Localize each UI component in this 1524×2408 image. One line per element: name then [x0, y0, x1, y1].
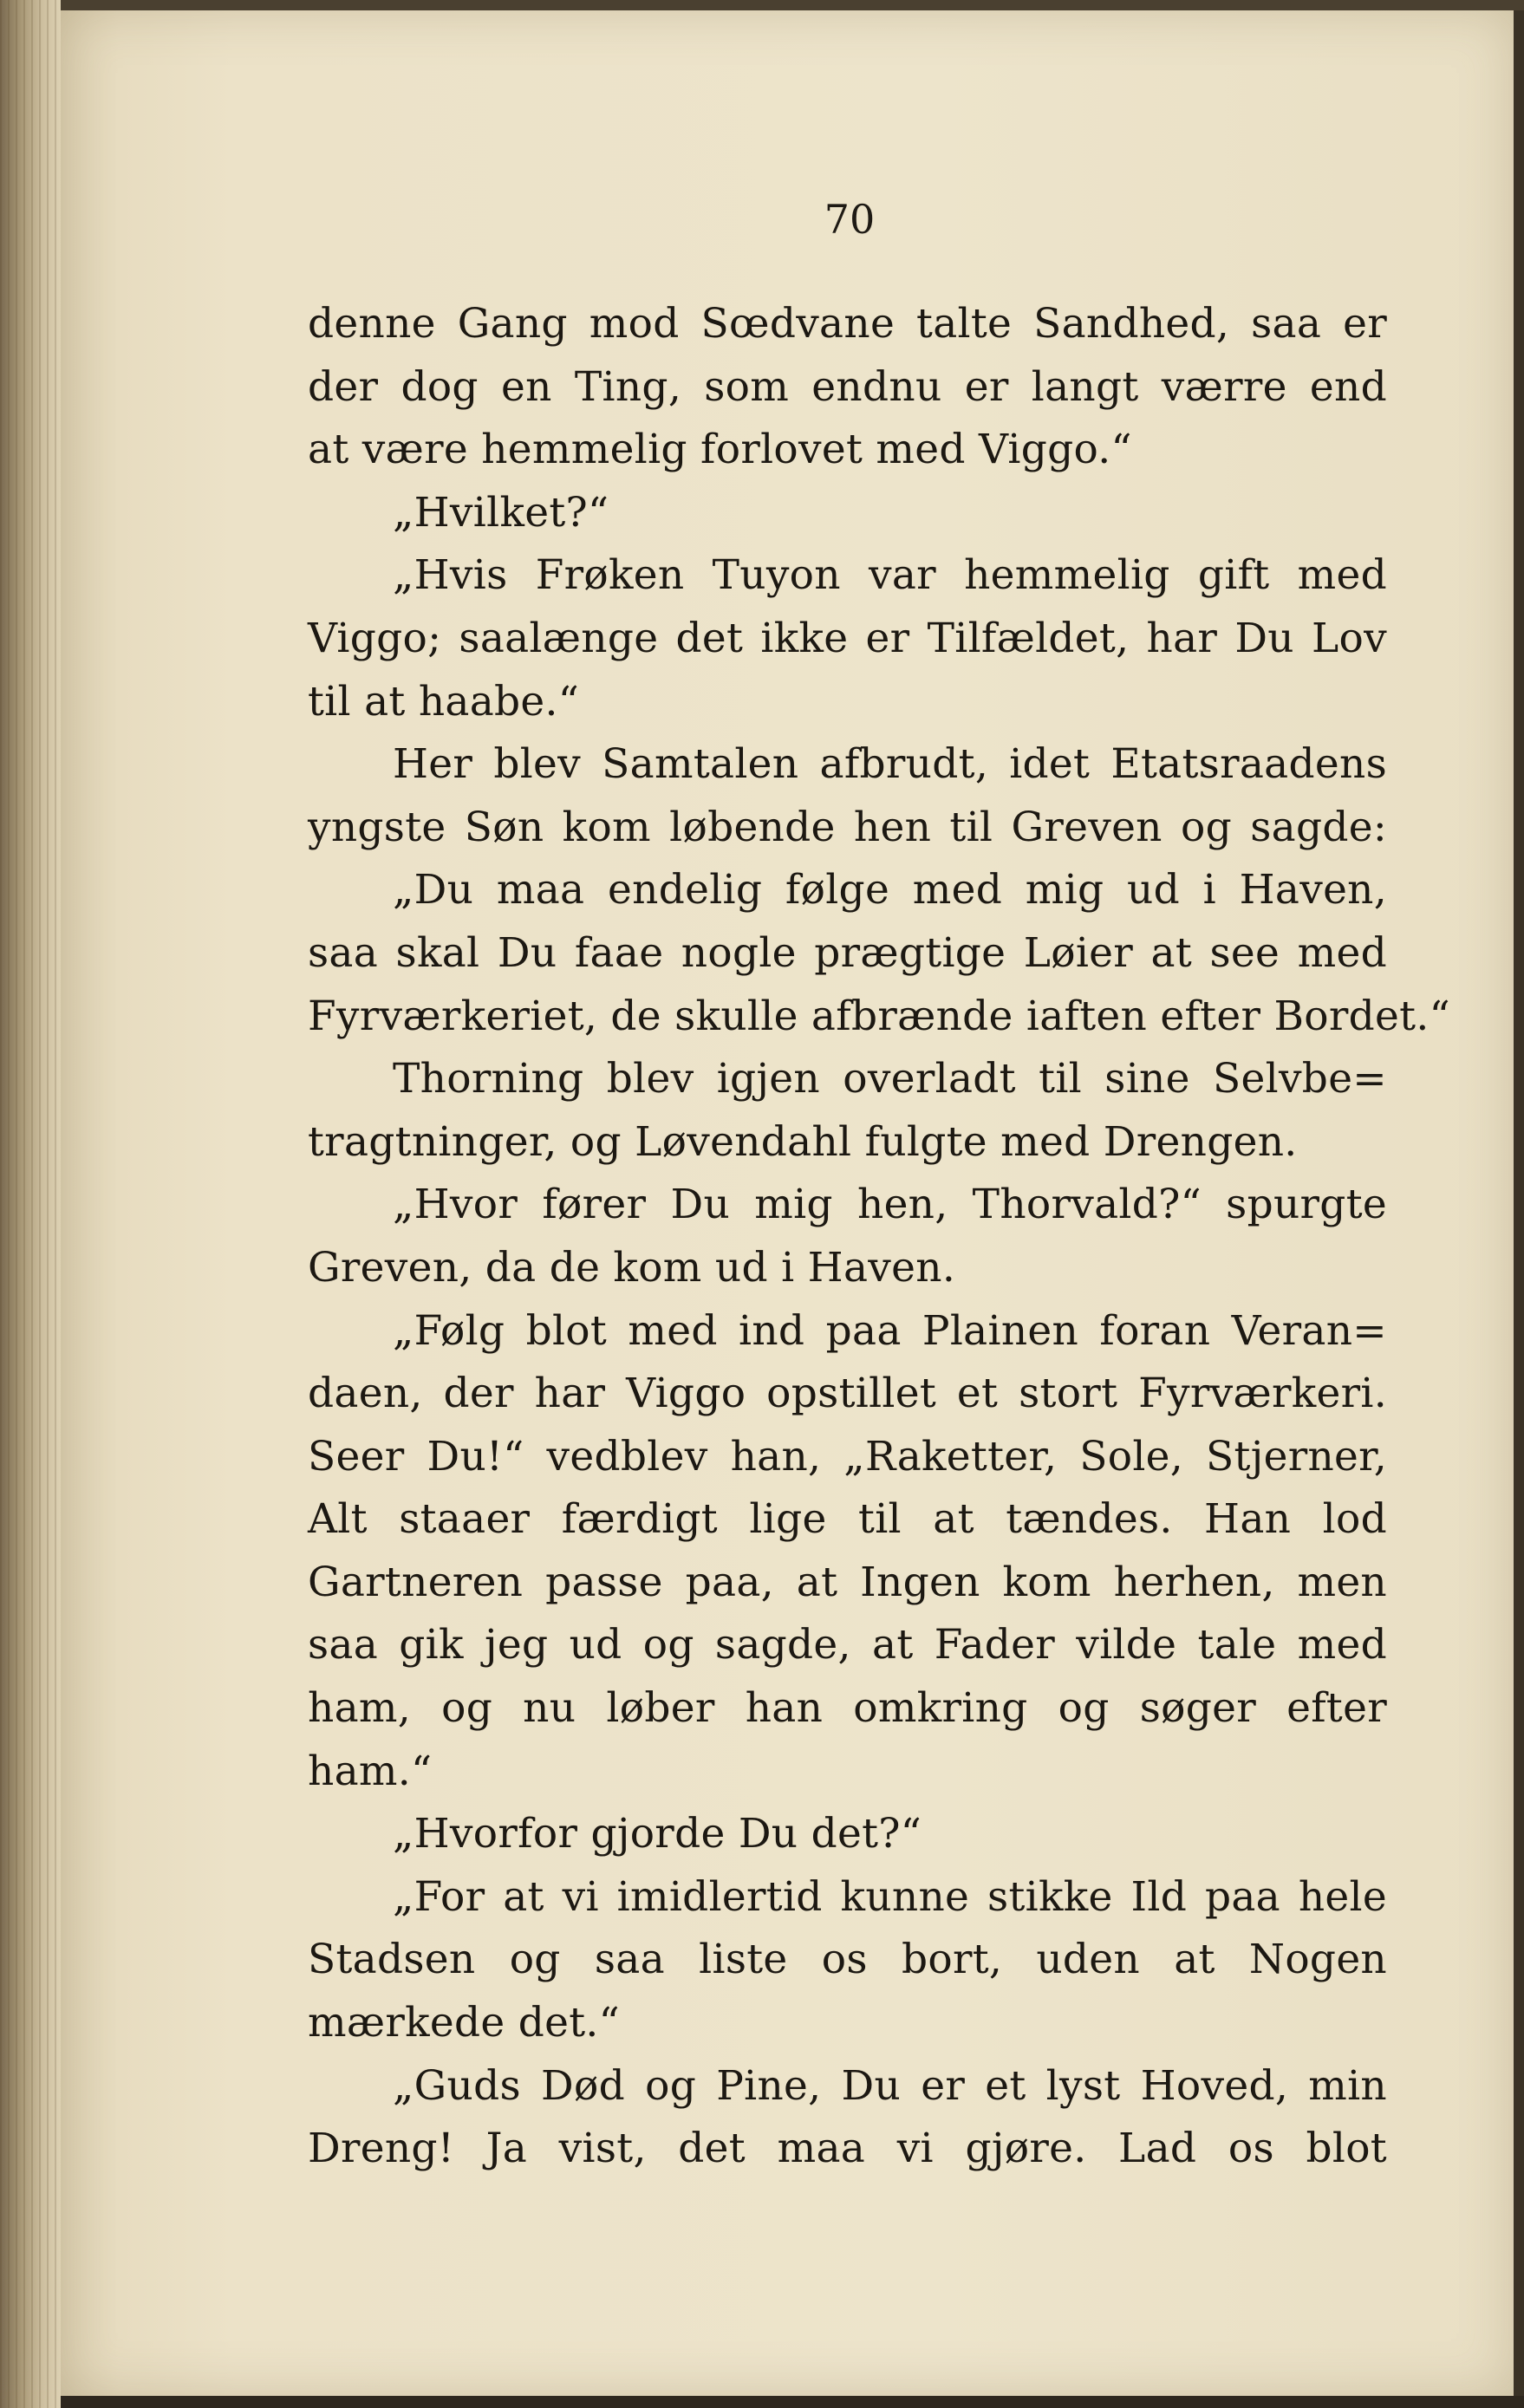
text-line: Thorning blev igjen overladt til sine Selvbe= — [393, 1055, 1387, 1103]
text-line: Her blev Samtalen afbrudt, idet Etatsraadens — [393, 740, 1387, 789]
text-line: Alt staaer færdigt lige til at tændes. Han lod — [308, 1495, 1387, 1544]
text-line: Viggo; saalænge det ikke er Tilfældet, har Du Lov — [308, 614, 1387, 662]
text-line: „Du maa endelig følge med mig ud i Haven, — [393, 866, 1387, 914]
text-line: Stadsen og saa liste os bort, uden at Nogen — [308, 1936, 1387, 1984]
text-line: daen, der har Viggo opstillet et stort Fyrværkeri. — [308, 1370, 1387, 1418]
text-line: tragtninger, og Løvendahl fulgte med Drengen. — [308, 1117, 1298, 1166]
text-line: Seer Du!“ vedblev han, „Raketter, Sole, Stjerner, — [308, 1432, 1387, 1481]
text-line: denne Gang mod Sœdvane talte Sandhed, saa er — [308, 300, 1387, 348]
text-line: ham, og nu løber han omkring og søger efter — [308, 1684, 1387, 1733]
text-line: „Følg blot med ind paa Plainen foran Veran= — [393, 1306, 1387, 1355]
text-line: til at haabe.“ — [308, 677, 580, 726]
page-top-edge — [61, 0, 1524, 10]
text-line: Fyrværkeriet, de skulle afbrænde iaften efter Bordet.“ — [308, 992, 1450, 1040]
text-line: „Hvor fører Du mig hen, Thorvald?“ spurgte — [393, 1181, 1387, 1229]
text-line: „Guds Død og Pine, Du er et lyst Hoved, min — [393, 2061, 1387, 2110]
text-line: Dreng! Ja vist, det maa vi gjøre. Lad os blot — [308, 2125, 1387, 2173]
spine-texture — [0, 0, 61, 2408]
text-line: „For at vi imidlertid kunne stikke Ild paa hele — [393, 1872, 1387, 1921]
text-line: „Hvis Frøken Tuyon var hemmelig gift med — [393, 551, 1387, 600]
text-line: „Hvilket?“ — [393, 488, 609, 537]
text-line: saa gik jeg ud og sagde, at Fader vilde tale med — [308, 1621, 1387, 1669]
page-number: 70 — [824, 196, 876, 243]
page-body-text — [308, 293, 1450, 2181]
text-line: ham.“ — [308, 1747, 433, 1795]
text-line: yngste Søn kom løbende hen til Greven og sagde: — [308, 803, 1387, 851]
text-line: saa skal Du faae nogle prægtige Løier at see med — [308, 928, 1387, 977]
text-line: mærkede det.“ — [308, 1999, 621, 2047]
text-line: „Hvorfor gjorde Du det?“ — [393, 1810, 922, 1858]
text-line: Greven, da de kom ud i Haven. — [308, 1243, 956, 1292]
text-line: Gartneren passe paa, at Ingen kom herhen, men — [308, 1558, 1387, 1606]
text-line: der dog en Ting, som endnu er langt værre end — [308, 362, 1387, 411]
text-line: at være hemmelig forlovet med Viggo.“ — [308, 426, 1132, 474]
page-bottom-edge — [61, 2396, 1524, 2408]
